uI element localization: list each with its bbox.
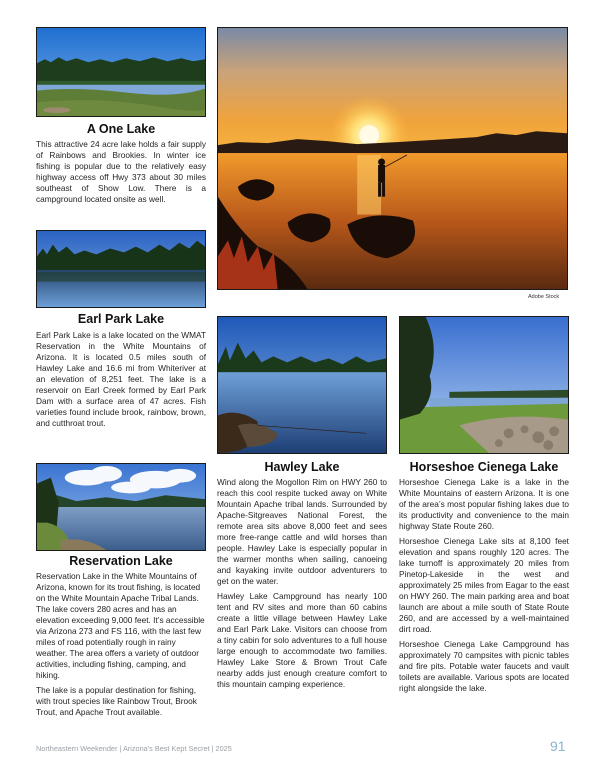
horseshoe-cienega-lake-paragraph-3: Horseshoe Cienega Lake Campground has approximately 70 campsites with picnic tables and fire pits. Potable water faucets and vault toilets are available. Various spots are located right alongside the lake. [399, 639, 569, 693]
hawley-lake-body [217, 477, 387, 694]
earl-park-lake-title: Earl Park Lake [77, 312, 165, 326]
photo-credit: Adobe Stock [528, 294, 560, 300]
footer-publication-text: Northeastern Weekender | Arizona’s Best Kept Secret | 2025 [36, 744, 232, 753]
horseshoe-cienega-lake-paragraph-1: Horseshoe Cienega Lake is a lake in the White Mountains of eastern Arizona. It is one of the area’s most popular fishing lakes due to its productivity and convenience to the main highway State Route 260. [399, 477, 569, 531]
earl-park-lake-photo [36, 230, 206, 308]
hawley-lake-photo [217, 316, 387, 454]
sunset-fishing-photo [217, 27, 568, 290]
reservation-lake-photo [36, 463, 206, 551]
reservation-lake-body [36, 571, 206, 722]
hawley-lake-title: Hawley Lake [264, 460, 340, 474]
hawley-lake-paragraph-2: Hawley Lake Campground has nearly 100 tent and RV sites and more than 60 cabins create a little village between Hawley Lake and Earl Park Lake. Visitors can choose from a tiny cabin for solo adventures to a full house large enough to accommodate two families. Hawley Lake Store & Brown Trout Cafe nearby adds just enough creature comfort to this mountain camping experience. [217, 591, 387, 689]
hawley-lake-paragraph-1: Wind along the Mogollon Rim on HWY 260 to reach this cool respite tucked away on White Mountain Apache tribal lands. Surrounded by Apache-Sitgreaves National Forest, the remote area sits above 8,000 feet and sees more free-range cattle and wild horses than people. Hawley Lake is especially popular in the warmer months when sailing, canoeing and kayaking invite outdoor adventurers to get on the water. [217, 477, 387, 586]
a-one-lake-photo [36, 27, 206, 117]
page-number: 91 [550, 738, 566, 754]
reservation-lake-paragraph-2: The lake is a popular destination for fishing, with trout species like Rainbow Trout, Brook Trout, and Apache Trout available. [36, 685, 197, 717]
a-one-lake-title: A One Lake [86, 122, 156, 136]
reservation-lake-title: Reservation Lake [69, 554, 173, 568]
a-one-lake-body: This attractive 24 acre lake holds a fair supply of Rainbows and Brookies. In winter ice fishing is popular due to the relatively easy highway access off Hwy 373 about 30 miles southeast of Show Low. There is a campground located onsite as well. [36, 139, 206, 204]
reservation-lake-paragraph-1: Reservation Lake in the White Mountains of Arizona, known for its trout fishing, is located on the White Mountain Apache Tribal Lands. The lake covers 280 acres and has an elevation exceeding 9,000 feet. It’s accessible via Arizona 273 and FS 116, with the last few miles of road potentially rough in rainy weather. The area offers a variety of outdoor activities, including fishing, camping, and hiking. [36, 571, 205, 680]
horseshoe-cienega-lake-title: Horseshoe Cienega Lake [409, 460, 559, 474]
earl-park-lake-body: Earl Park Lake is a lake located on the WMAT Reservation in the White Mountains of Arizona. It is located 0.5 miles south of Hawley Lake and 16.6 mi from Whiteriver at an elevation of 8,251 feet. The lake is a reservoir on Earl Creek formed by Earl Park Dam with a surface area of 47 acres. Fish varieties found include brook, rainbow, brown, and cutthroat trout. [36, 330, 206, 428]
horseshoe-cienega-lake-paragraph-2: Horseshoe Cienega Lake sits at 8,100 feet elevation and spans roughly 120 acres. The lake turnoff is approximately 20 miles from Pinetop-Lakeside in the west and approximately 25 miles from Eagar to the east on HWY 260. The main parking area and boat launch are about a mile south of State Route 260, and are accessed by a well-maintained dirt road. [399, 536, 569, 634]
horseshoe-cienega-lake-photo [399, 316, 569, 454]
horseshoe-cienega-lake-body [399, 477, 569, 698]
